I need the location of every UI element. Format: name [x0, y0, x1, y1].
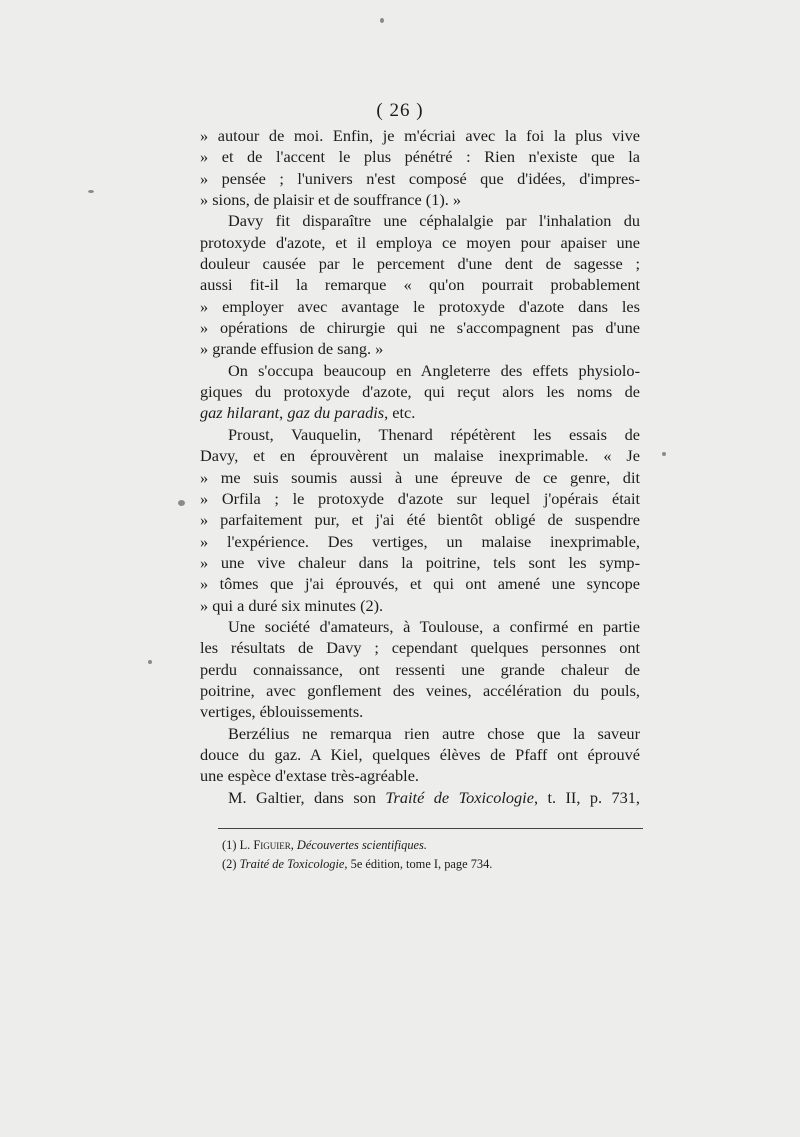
footnote-marker: (2)	[222, 857, 237, 871]
paragraph-start: Berzélius ne remarqua rien autre chose que la saveur	[228, 723, 640, 743]
text-line: » l'expérience. Des vertiges, un malaise inexprimable,	[200, 531, 640, 551]
footnote-title: Découvertes scientifiques.	[296, 838, 427, 852]
text-line: douce du gaz. A Kiel, quelques élèves de Pfaff ont éprouvé	[200, 744, 640, 764]
text-line: » et de l'accent le plus pénétré : Rien n'existe que la	[200, 147, 640, 167]
text-line: » sions, de plaisir et de souffrance (1). »	[200, 190, 462, 210]
text-line: poitrine, avec gonflement des veines, accélération du pouls,	[200, 680, 640, 700]
paper-speck	[178, 500, 185, 506]
footnote-1	[222, 836, 642, 855]
text-line: » qui a duré six minutes (2).	[200, 595, 384, 615]
text-line: douleur causée par le percement d'une dent de sagesse ;	[200, 254, 640, 274]
text-line: protoxyde d'azote, et il employa ce moyen pour apaiser une	[200, 232, 640, 252]
footnote-reference: 5e édition, tome I, page 734.	[350, 857, 493, 871]
paper-speck	[380, 18, 384, 23]
paper-speck	[148, 660, 152, 664]
text-line: perdu connaissance, ont ressenti une grande chaleur de	[200, 659, 640, 679]
text-line: Davy, et en éprouvèrent un malaise inexprimable. « Je	[200, 446, 640, 466]
paragraph-start: Une société d'amateurs, à Toulouse, a confirmé en partie	[228, 616, 640, 636]
footnote-author: L. Figuier,	[239, 838, 294, 852]
paragraph-start: Proust, Vauquelin, Thenard répétèrent les essais de	[228, 424, 640, 444]
text-line: » Orfila ; le protoxyde d'azote sur lequel j'opérais était	[200, 488, 640, 508]
footnote-2	[222, 855, 642, 874]
text-line: » grande effusion de sang. »	[200, 339, 384, 359]
italic-term: gaz hilarant	[200, 403, 280, 423]
text-line: » employer avec avantage le protoxyde d'azote dans les	[200, 296, 640, 316]
footnote-marker: (1)	[222, 838, 237, 852]
paragraph-start: On s'occupa beaucoup en Angleterre des effets physiolo-	[228, 360, 640, 380]
italic-term: gaz du paradis	[287, 403, 385, 423]
text-line: » tômes que j'ai éprouvés, et qui ont amené une syncope	[200, 574, 640, 594]
text-line-with-italics: M. Galtier, dans son Traité de Toxicologie, t. II, p. 731,	[228, 787, 640, 807]
text-line-with-italics: gaz hilarant, gaz du paradis, etc.	[200, 403, 416, 423]
italic-term: Traité de Toxicologie	[385, 787, 534, 807]
text-line: giques du protoxyde d'azote, qui reçut alors les noms de	[200, 382, 640, 402]
footnote-title: Traité de Toxicologie,	[239, 857, 348, 871]
text-line: » une vive chaleur dans la poitrine, tels sont les symp-	[200, 552, 640, 572]
paper-speck	[662, 452, 666, 456]
text-line: » parfaitement pur, et j'ai été bientôt obligé de suspendre	[200, 510, 640, 530]
footnote-divider	[218, 828, 643, 829]
body-text	[200, 125, 640, 808]
text-line: » pensée ; l'univers n'est composé que d'idées, d'impres-	[200, 168, 640, 188]
paper-speck	[88, 190, 94, 193]
page-number: ( 26 )	[376, 100, 424, 121]
text-line: » autour de moi. Enfin, je m'écriai avec la foi la plus vive	[200, 126, 640, 145]
text-line: vertiges, éblouissements.	[200, 702, 364, 722]
footnotes	[222, 836, 642, 874]
text-line: » me suis soumis aussi à une épreuve de ce genre, dit	[200, 467, 640, 487]
paragraph-start: Davy fit disparaître une céphalalgie par l'inhalation du	[228, 211, 640, 231]
text-line: une espèce d'extase très-agréable.	[200, 766, 419, 786]
text-line: les résultats de Davy ; cependant quelques personnes ont	[200, 638, 640, 658]
text-line: » opérations de chirurgie qui ne s'accompagnent pas d'une	[200, 318, 640, 338]
text-line: aussi fit-il la remarque « qu'on pourrait probablement	[200, 275, 640, 295]
